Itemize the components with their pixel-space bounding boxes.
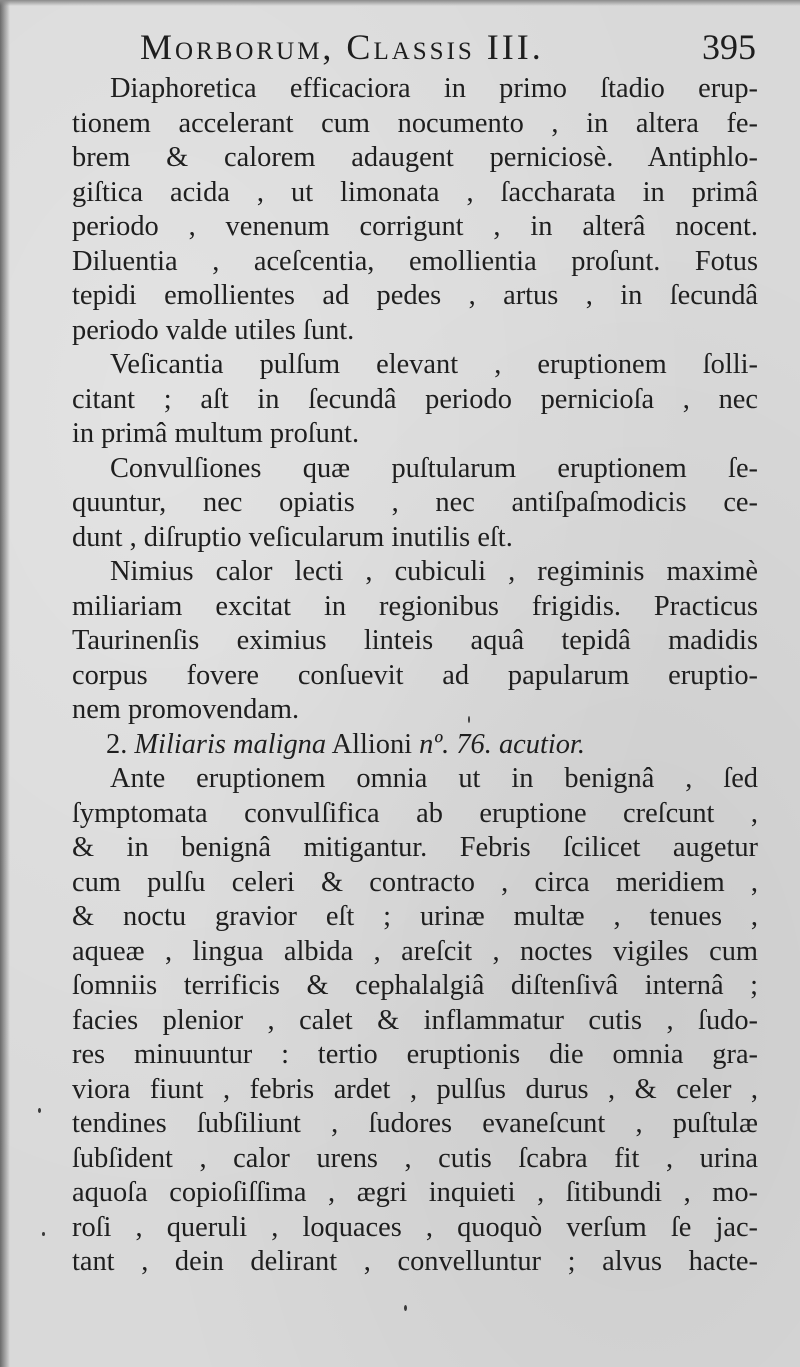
- text-line: brem & calorem adaugent perniciosè. Antiphlo-: [72, 142, 758, 173]
- text-line: Nimius calor lecti , cubiculi , regiminis maximè: [110, 556, 758, 587]
- heading-disease-name: Miliaris maligna: [134, 728, 327, 760]
- running-title: Morborum, Classis III.: [140, 27, 544, 67]
- text-line: tionem accelerant cum nocumento , in altera fe-: [72, 107, 758, 139]
- text-line: Ante eruptionem omnia ut in benignâ , ſed: [110, 763, 758, 794]
- heading-note: acutior.: [498, 728, 585, 760]
- heading-author: Allioni: [331, 728, 413, 760]
- text-line: nem promovendam.: [72, 694, 300, 725]
- text-line: tant , dein delirant , convelluntur ; alvus hacte-: [72, 1246, 758, 1277]
- paper-speck: [38, 1108, 41, 1113]
- text-line: viora fiunt , febris ardet , pulſus durus , & celer ,: [72, 1073, 758, 1105]
- page-number: 395: [702, 27, 756, 67]
- text-line: Diluentia , aceſcentia, emollientia proſunt. Fotus: [72, 245, 758, 277]
- text-line: in primâ multum proſunt.: [72, 418, 360, 449]
- heading-reference: nº. 76.: [419, 728, 492, 760]
- text-line: Diaphoretica efficaciora in primo ſtadio erup-: [110, 73, 758, 104]
- text-line: tepidi emollientes ad pedes , artus , in ſecundâ: [72, 280, 758, 311]
- running-header: [140, 26, 780, 70]
- text-line: periodo , venenum corrigunt , in alterâ nocent.: [72, 211, 758, 242]
- paper-speck: [468, 716, 470, 723]
- text-line: aqueæ , lingua albida , areſcit , noctes vigiles cum: [72, 935, 758, 967]
- text-line: quuntur, nec opiatis , nec antiſpaſmodicis ce-: [72, 487, 758, 518]
- text-line: & noctu gravior eſt ; urinæ multæ , tenues ,: [72, 901, 758, 932]
- text-line: giſtica acida , ut limonata , ſaccharata in primâ: [72, 176, 758, 208]
- text-line: citant ; aſt in ſecundâ periodo pernicioſa , nec: [72, 383, 758, 415]
- text-line: aquoſa copioſiſſima , ægri inquieti , ſitibundi , mo-: [72, 1177, 758, 1208]
- body-text: [72, 72, 758, 1280]
- text-line: & in benignâ mitigantur. Febris ſcilicet augetur: [72, 832, 758, 863]
- text-line: Taurinenſis eximius linteis aquâ tepidâ madidis: [72, 625, 758, 656]
- text-line: facies plenior , calet & inflammatur cutis , ſudo-: [72, 1004, 758, 1036]
- section-heading: [72, 728, 758, 763]
- text-line: cum pulſu celeri & contracto , circa meridiem ,: [72, 866, 758, 898]
- text-line: ſymptomata convulſifica ab eruptione creſcunt ,: [72, 797, 758, 829]
- text-line: Veſicantia pulſum elevant , eruptionem ſolli-: [110, 349, 758, 380]
- text-line: roſi , queruli , loquaces , quoquò verſum ſe jac-: [72, 1211, 758, 1243]
- text-line: ſubſident , calor urens , cutis ſcabra fit , urina: [72, 1142, 758, 1174]
- text-line: miliariam excitat in regionibus frigidis. Practicus: [72, 590, 758, 622]
- page-top-shadow: [0, 0, 800, 6]
- text-line: Convulſiones quæ puſtularum eruptionem ſe-: [110, 452, 758, 484]
- text-line: res minuuntur : tertio eruptionis die omnia gra-: [72, 1039, 758, 1070]
- text-line: dunt , diſruptio veſicularum inutilis eſt.: [72, 521, 513, 553]
- page-gutter-shadow: [0, 0, 10, 1367]
- text-line: tendines ſubſiliunt , ſudores evaneſcunt , puſtulæ: [72, 1108, 758, 1139]
- paper-speck: [404, 1305, 407, 1311]
- heading-number: 2.: [106, 728, 128, 760]
- text-line: periodo valde utiles ſunt.: [72, 314, 355, 346]
- paper-speck: [42, 1232, 45, 1236]
- text-line: ſomniis terrificis & cephalalgiâ diſtenſivâ internâ ;: [72, 970, 758, 1001]
- text-line: corpus fovere conſuevit ad papularum eruptio-: [72, 659, 758, 691]
